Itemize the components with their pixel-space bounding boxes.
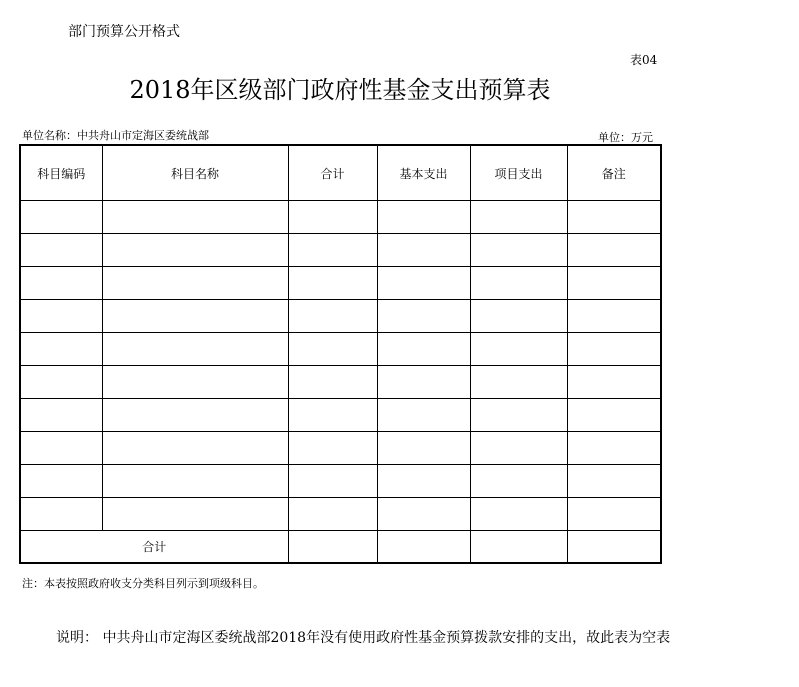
table-cell bbox=[567, 201, 661, 234]
table-row bbox=[20, 399, 661, 432]
table-cell bbox=[102, 432, 288, 465]
table-cell bbox=[567, 267, 661, 300]
column-header-project: 项目支出 bbox=[470, 145, 567, 201]
table-cell bbox=[470, 366, 567, 399]
table-cell bbox=[470, 333, 567, 366]
table-cell bbox=[377, 267, 470, 300]
table-cell bbox=[377, 201, 470, 234]
table-row bbox=[20, 234, 661, 267]
table-cell bbox=[377, 465, 470, 498]
table-cell bbox=[102, 267, 288, 300]
table-cell bbox=[20, 201, 102, 234]
total-cell bbox=[377, 531, 470, 564]
table-cell bbox=[470, 498, 567, 531]
total-label: 合计 bbox=[20, 531, 288, 564]
table-cell bbox=[102, 465, 288, 498]
total-cell bbox=[288, 531, 377, 564]
table-cell bbox=[567, 366, 661, 399]
table-number: 表04 bbox=[630, 53, 658, 67]
table-cell bbox=[102, 366, 288, 399]
table-cell bbox=[288, 201, 377, 234]
table-cell bbox=[288, 432, 377, 465]
table-row bbox=[20, 366, 661, 399]
money-unit: 单位：万元 bbox=[598, 131, 653, 144]
table-cell bbox=[470, 465, 567, 498]
table-body bbox=[20, 201, 661, 564]
table-cell bbox=[102, 399, 288, 432]
table-cell bbox=[377, 300, 470, 333]
table-cell bbox=[567, 432, 661, 465]
table-cell bbox=[20, 465, 102, 498]
table-cell bbox=[567, 300, 661, 333]
table-cell bbox=[288, 498, 377, 531]
table-row bbox=[20, 498, 661, 531]
table-cell bbox=[102, 234, 288, 267]
table-row bbox=[20, 432, 661, 465]
table-cell bbox=[470, 432, 567, 465]
table-cell bbox=[288, 267, 377, 300]
table-cell bbox=[470, 267, 567, 300]
table-cell bbox=[20, 498, 102, 531]
table-cell bbox=[470, 300, 567, 333]
table-cell bbox=[567, 498, 661, 531]
table-cell bbox=[377, 498, 470, 531]
table-cell bbox=[20, 333, 102, 366]
table-cell bbox=[470, 399, 567, 432]
table-cell bbox=[20, 300, 102, 333]
page-title: 2018年区级部门政府性基金支出预算表 bbox=[129, 76, 551, 104]
table-cell bbox=[288, 333, 377, 366]
format-label: 部门预算公开格式 bbox=[68, 24, 180, 40]
total-cell bbox=[470, 531, 567, 564]
table-cell bbox=[102, 201, 288, 234]
column-header-code: 科目编码 bbox=[20, 145, 102, 201]
table-cell bbox=[377, 333, 470, 366]
table-cell bbox=[377, 366, 470, 399]
table-cell bbox=[288, 465, 377, 498]
table-cell bbox=[377, 234, 470, 267]
column-header-total: 合计 bbox=[288, 145, 377, 201]
table-cell bbox=[102, 300, 288, 333]
table-cell bbox=[567, 465, 661, 498]
table-row bbox=[20, 201, 661, 234]
table-row bbox=[20, 465, 661, 498]
column-header-remark: 备注 bbox=[567, 145, 661, 201]
table-cell bbox=[20, 432, 102, 465]
column-header-basic: 基本支出 bbox=[377, 145, 470, 201]
table-cell bbox=[20, 267, 102, 300]
table-header-row bbox=[20, 145, 661, 201]
budget-table bbox=[19, 144, 662, 564]
table-cell bbox=[20, 366, 102, 399]
table-cell bbox=[470, 234, 567, 267]
table-cell bbox=[567, 234, 661, 267]
table-row bbox=[20, 267, 661, 300]
table-cell bbox=[20, 399, 102, 432]
table-row bbox=[20, 300, 661, 333]
total-cell bbox=[567, 531, 661, 564]
column-header-name: 科目名称 bbox=[102, 145, 288, 201]
table-cell bbox=[102, 498, 288, 531]
table-cell bbox=[20, 234, 102, 267]
table-cell bbox=[377, 432, 470, 465]
table-cell bbox=[288, 300, 377, 333]
table-cell bbox=[567, 399, 661, 432]
unit-name: 单位名称：中共舟山市定海区委统战部 bbox=[22, 129, 209, 142]
table-row bbox=[20, 333, 661, 366]
table-cell bbox=[102, 333, 288, 366]
table-cell bbox=[567, 333, 661, 366]
table-cell bbox=[470, 201, 567, 234]
table-cell bbox=[288, 366, 377, 399]
table-cell bbox=[377, 399, 470, 432]
table-cell bbox=[288, 399, 377, 432]
table-cell bbox=[288, 234, 377, 267]
total-row bbox=[20, 531, 661, 564]
explanation-text: 说明： 中共舟山市定海区委统战部2018年没有使用政府性基金预算拨款安排的支出，故此表为空表 bbox=[56, 630, 671, 646]
table-note: 注：本表按照政府收支分类科目列示到项级科目。 bbox=[22, 577, 264, 590]
